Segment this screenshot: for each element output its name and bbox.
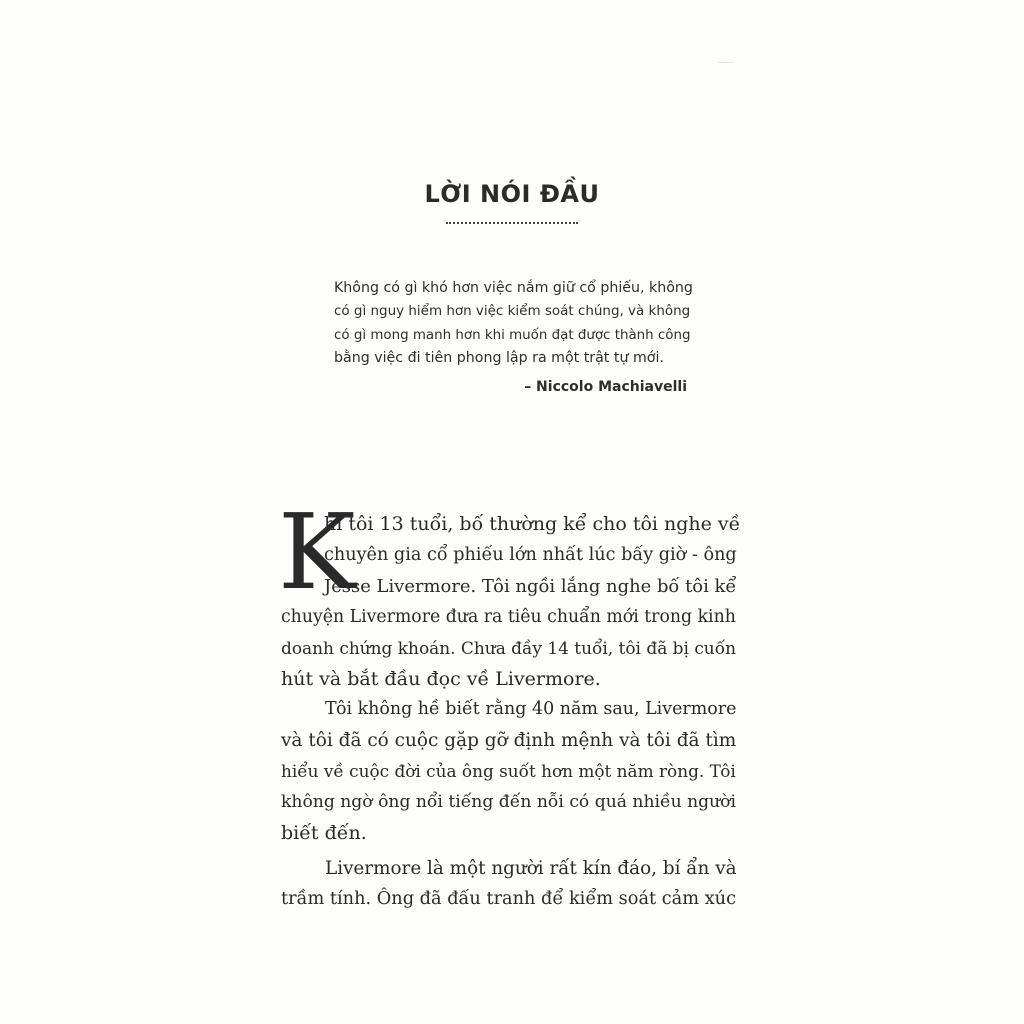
paragraph-2 [281, 694, 741, 849]
epigraph-quote [334, 277, 694, 370]
epigraph-line: Không có gì khó hơn việc nắm giữ cổ phiếu, không [334, 280, 693, 296]
epigraph-line: bằng việc đi tiên phong lập ra một trật tự mới. [334, 349, 664, 366]
paragraph-line: hi tôi 13 tuổi, bố thường kể cho tôi nghe về [324, 513, 741, 535]
paragraph-line: và tôi đã có cuộc gặp gỡ định mệnh và tôi đã tìm [281, 730, 737, 751]
paragraph-line: Tôi không hề biết rằng 40 năm sau, Livermore [325, 699, 737, 719]
paragraph-line: trầm tính. Ông đã đấu tranh để kiểm soát cảm xúc [281, 889, 737, 909]
paragraph-line: biết đến. [281, 822, 367, 844]
paragraph-line: chuyên gia cổ phiếu lớn nhất lúc bấy giờ - ông [324, 545, 737, 565]
paragraph-line: chuyện Livermore đưa ra tiêu chuẩn mới trong kinh [281, 607, 736, 627]
paragraph-1 [281, 509, 741, 695]
paragraph-line: hiểu về cuộc đời của ông suốt hơn một năm ròng. Tôi [281, 761, 736, 781]
paragraph-3 [281, 853, 741, 915]
chapter-heading: LỜI NÓI ĐẦU [424, 180, 600, 208]
drop-cap-letter: K [278, 491, 356, 613]
epigraph-attribution: – Niccolo Machiavelli [524, 379, 687, 395]
paragraph-line: Livermore là một người rất kín đáo, bí ẩn và [325, 858, 737, 879]
paragraph-line: doanh chứng khoán. Chưa đầy 14 tuổi, tôi đã bị cuốn [281, 638, 736, 658]
epigraph-line: có gì nguy hiểm hơn việc kiểm soát chúng, và không [334, 303, 691, 320]
show-through-mark [718, 62, 734, 69]
epigraph-line: có gì mong manh hơn khi muốn đạt được thành công [334, 327, 691, 343]
paragraph-line: hút và bắt đầu đọc về Livermore. [281, 668, 601, 690]
paragraph-line: Jesse Livermore. Tôi ngồi lắng nghe bố tôi kể [324, 576, 737, 597]
heading-dotted-underline [446, 222, 578, 224]
paragraph-line: không ngờ ông nổi tiếng đến nỗi có quá nhiều người [281, 792, 736, 812]
